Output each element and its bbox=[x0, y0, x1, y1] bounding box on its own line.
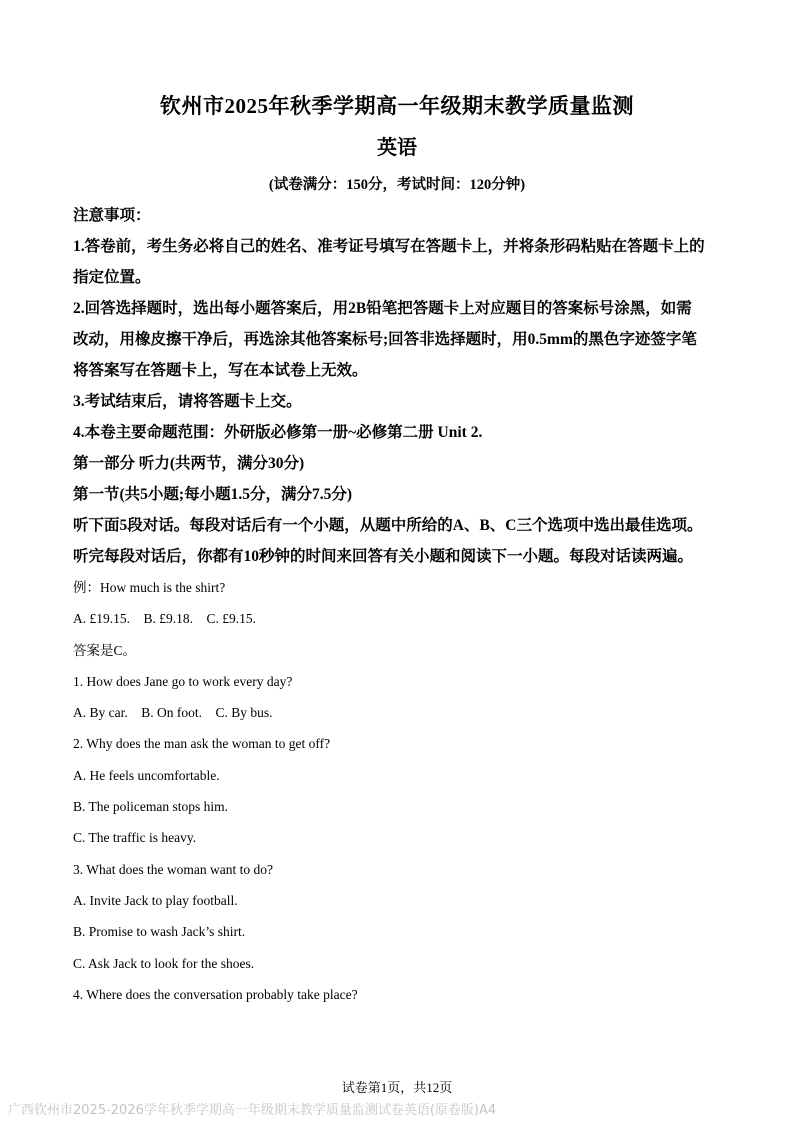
notice-item-1-line-1: 1.答卷前，考生务必将自己的姓名、准考证号填写在答题卡上，并将条形码粘贴在答题卡上的 bbox=[73, 238, 705, 255]
notice-item-2-line-3: 将答案写在答题卡上，写在本试卷上无效。 bbox=[73, 362, 368, 379]
notice-item-1-line-2: 指定位置。 bbox=[73, 269, 151, 286]
question-1: 1. How does Jane go to work every day? bbox=[73, 673, 293, 689]
exam-title: 钦州市2025年秋季学期高一年级期末教学质量监测 bbox=[160, 94, 634, 118]
question-1-options: A. By car. B. On foot. C. By bus. bbox=[73, 705, 273, 721]
question-3-option-c: C. Ask Jack to look for the shoes. bbox=[73, 955, 255, 971]
question-3: 3. What does the woman want to do? bbox=[73, 861, 273, 877]
subject-title: 英语 bbox=[377, 137, 417, 159]
exam-content bbox=[73, 200, 728, 1010]
notice-item-4: 4.本卷主要命题范围：外研版必修第一册~必修第二册 Unit 2. bbox=[73, 424, 483, 441]
question-2-option-a: A. He feels uncomfortable. bbox=[73, 767, 220, 783]
example-answer: 答案是C。 bbox=[73, 642, 137, 658]
question-2-option-b: B. The policeman stops him. bbox=[73, 799, 228, 815]
notice-heading: 注意事项： bbox=[73, 207, 151, 224]
notice-item-2-line-2: 改动，用橡皮擦干净后，再选涂其他答案标号;回答非选择题时，用0.5mm的黑色字迹签字笔 bbox=[73, 331, 697, 348]
example-question: 例：How much is the shirt? bbox=[73, 580, 226, 595]
question-4: 4. Where does the conversation probably take place? bbox=[73, 986, 358, 1002]
question-2-option-c: C. The traffic is heavy. bbox=[73, 830, 197, 846]
example-options: A. £19.15. B. £9.18. C. £9.15. bbox=[73, 611, 257, 627]
notice-item-3: 3.考试结束后，请将答题卡上交。 bbox=[73, 393, 302, 410]
notice-item-2-line-1: 2.回答选择题时，选出每小题答案后，用2B铅笔把答题卡上对应题目的答案标号涂黑，如需 bbox=[73, 300, 692, 317]
page-footer: 试卷第1页，共12页 bbox=[341, 1080, 453, 1095]
instruction-line-2: 听完每段对话后，你都有10秒钟的时间来回答有关小题和阅读下一小题。每段对话读两遍。 bbox=[73, 548, 694, 565]
question-3-option-b: B. Promise to wash Jack’s shirt. bbox=[73, 924, 246, 940]
question-2: 2. Why does the man ask the woman to get off? bbox=[73, 736, 331, 752]
section1-heading: 第一节(共5小题;每小题1.5分，满分7.5分) bbox=[73, 486, 352, 503]
question-3-option-a: A. Invite Jack to play football. bbox=[73, 892, 238, 908]
instruction-line-1: 听下面5段对话。每段对话后有一个小题，从题中所给的A、B、C三个选项中选出最佳选项。 bbox=[73, 517, 703, 534]
watermark: 广西钦州市2025-2026学年秋季学期高一年级期末教学质量监测试卷英语(原卷版)A4 bbox=[8, 1103, 497, 1118]
part1-heading: 第一部分 听力(共两节，满分30分) bbox=[73, 455, 305, 472]
exam-info: (试卷满分：150分，考试时间：120分钟) bbox=[268, 177, 526, 193]
